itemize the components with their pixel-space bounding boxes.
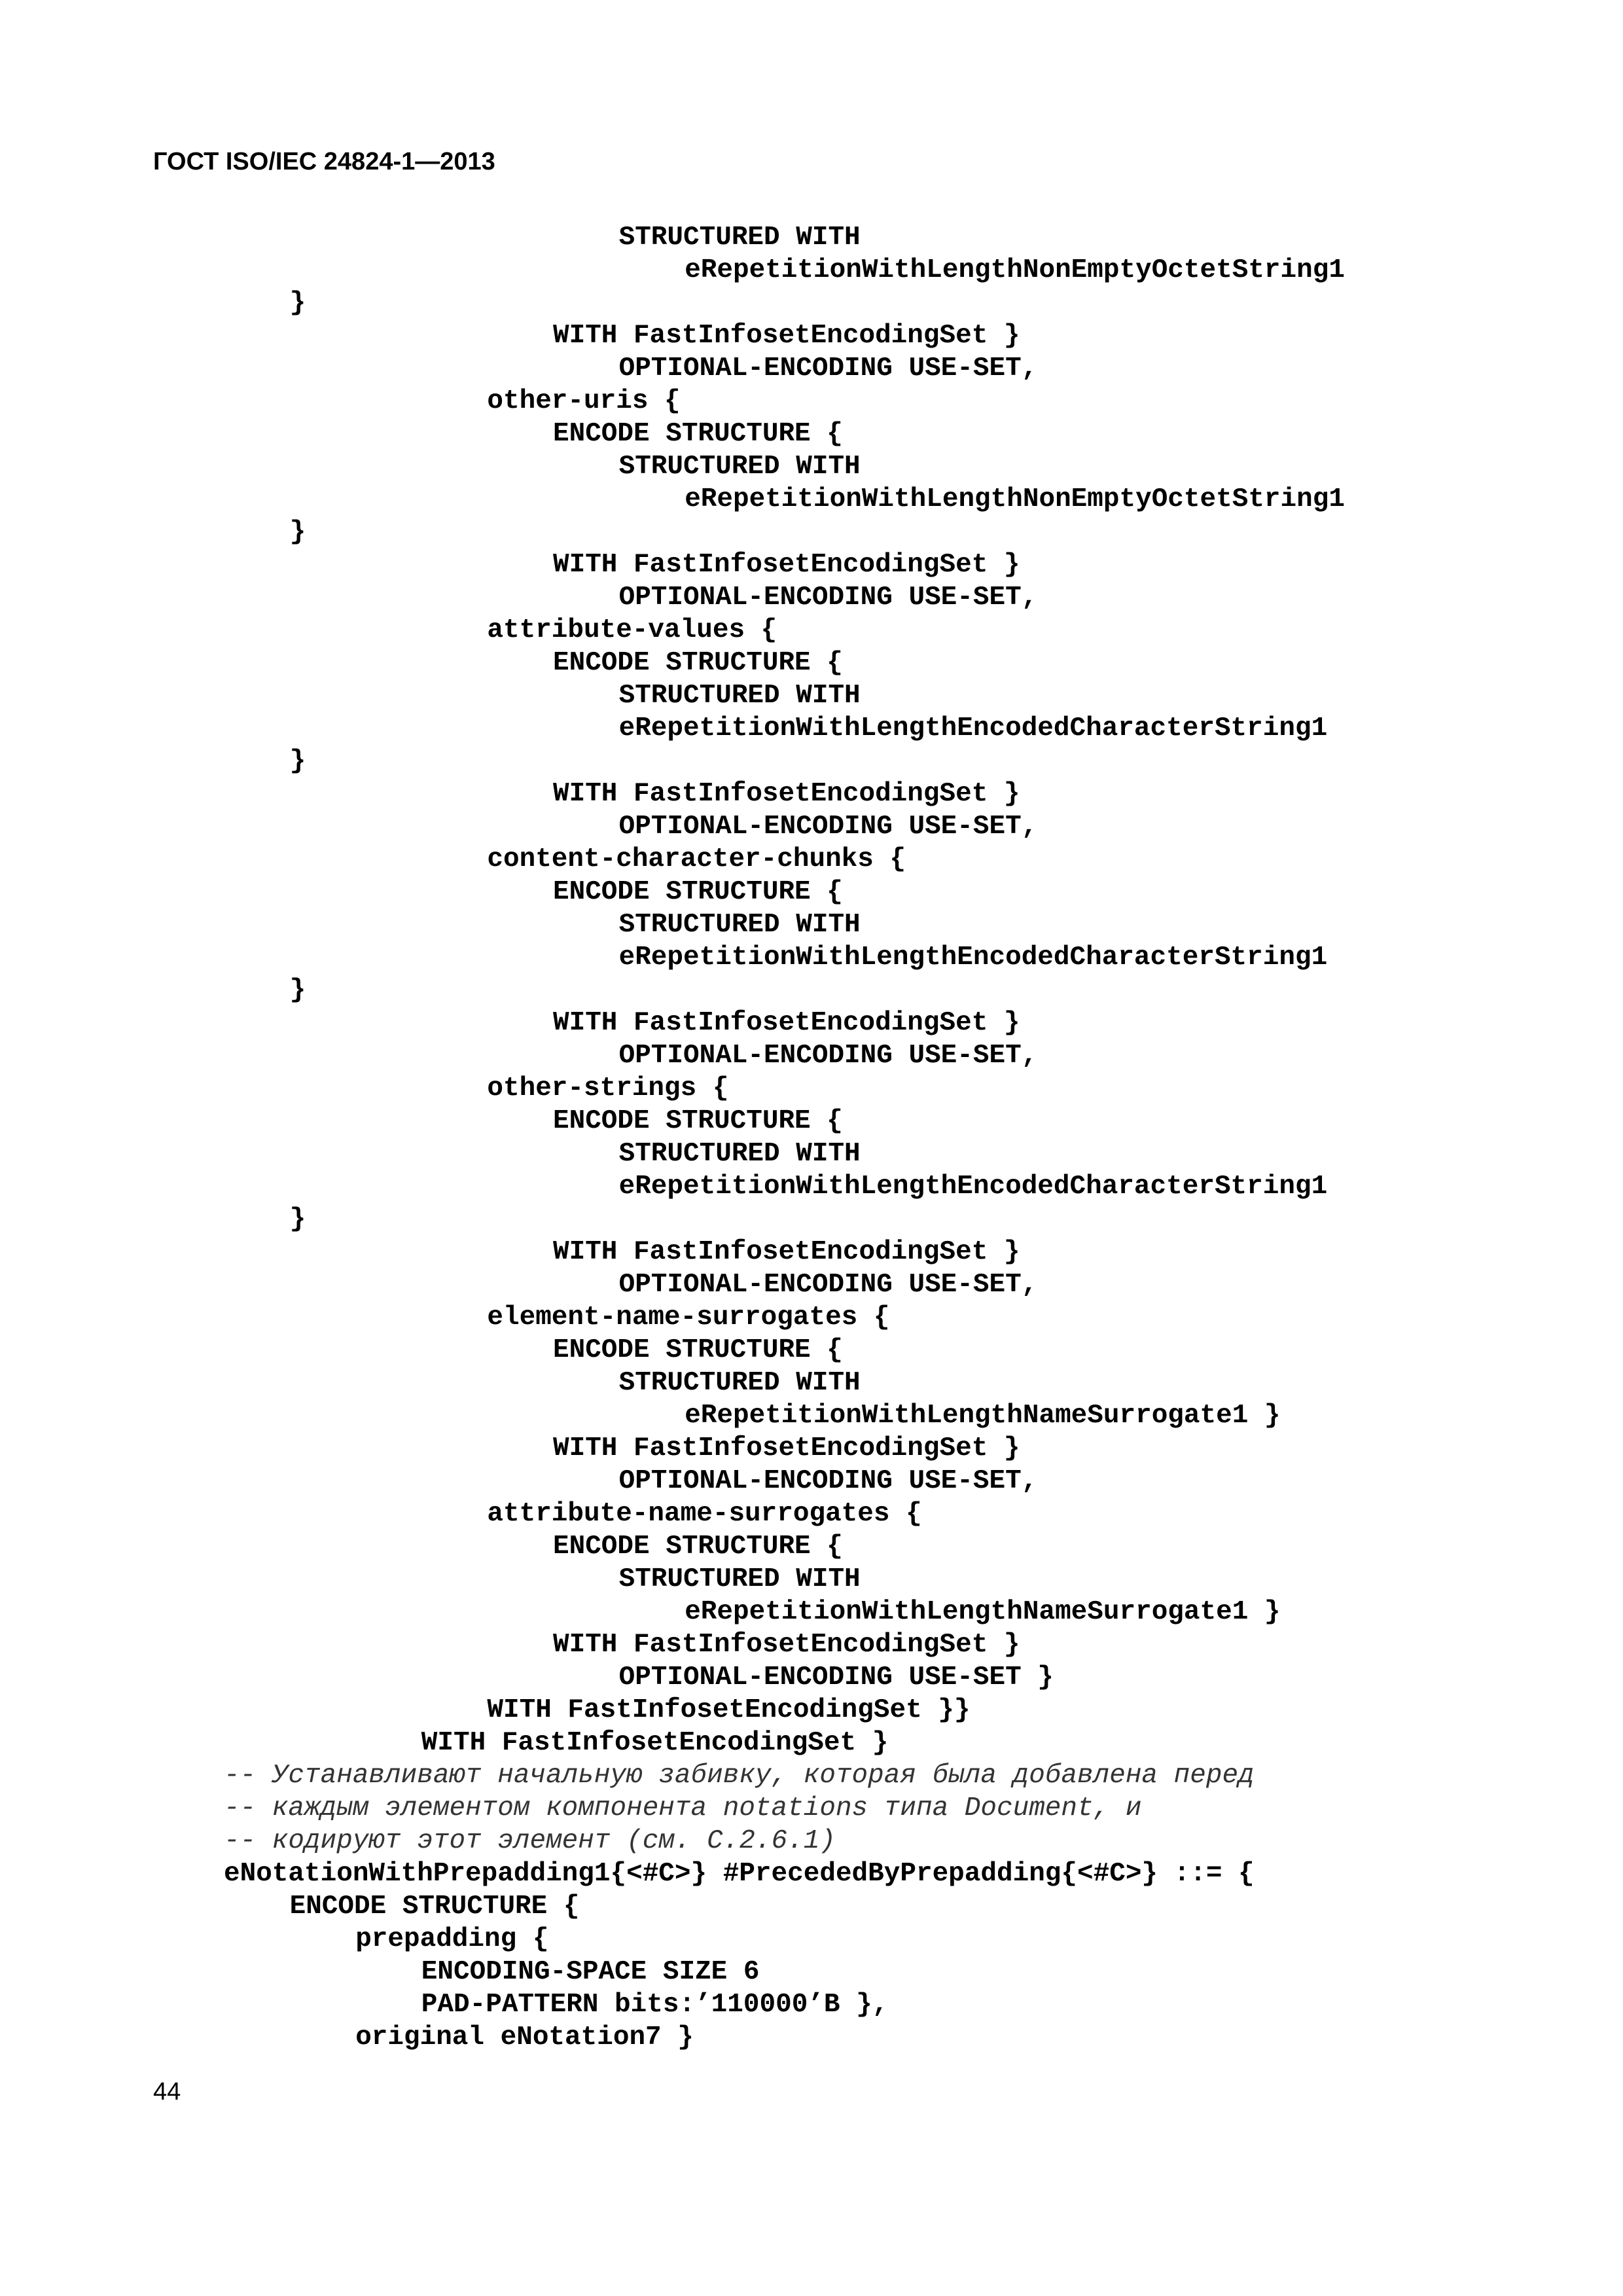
code-comment-line: -- кодируют этот элемент (см. С.2.6.1) [224,1826,836,1856]
code-line: ENCODE STRUCTURE { [289,1892,580,1922]
code-line: element-name-surrogates { [487,1302,890,1333]
code-line: eRepetitionWithLengthEncodedCharacterString1 [618,942,1328,973]
code-line: OPTIONAL-ENCODING USE-SET, [618,583,1038,613]
code-line: STRUCTURED WITH [618,1564,861,1594]
code-line: content-character-chunks { [487,844,906,874]
code-line: } [289,746,306,776]
code-line: original eNotation7 } [355,2022,694,2053]
code-line: STRUCTURED WITH [618,452,861,482]
code-line: eRepetitionWithLengthNonEmptyOctetString1 [685,255,1345,285]
code-line: STRUCTURED WITH [618,223,861,253]
code-line: other-strings { [487,1073,729,1103]
code-line: ENCODING-SPACE SIZE 6 [421,1957,760,1987]
code-line: PAD-PATTERN bits:’110000’B }, [421,1990,889,2020]
code-line: prepadding { [355,1924,549,1954]
code-line: eRepetitionWithLengthEncodedCharacterString1 [618,713,1328,744]
code-line: } [289,517,306,547]
code-line: OPTIONAL-ENCODING USE-SET, [618,812,1038,842]
code-line: STRUCTURED WITH [618,681,861,711]
code-line: ENCODE STRUCTURE { [553,877,843,907]
code-line: WITH FastInfosetEncodingSet } [421,1728,889,1758]
code-line: WITH FastInfosetEncodingSet }} [487,1695,971,1725]
code-line: eNotationWithPrepadding1{<#C>} #PrecededByPrepadding{<#C>} ::= { [224,1859,1255,1889]
code-line: OPTIONAL-ENCODING USE-SET, [618,1041,1038,1071]
code-line: OPTIONAL-ENCODING USE-SET, [618,1270,1038,1300]
code-line: attribute-name-surrogates { [487,1499,922,1529]
code-line: ENCODE STRUCTURE { [553,1335,843,1365]
code-line: eRepetitionWithLengthEncodedCharacterString1 [618,1172,1328,1202]
code-line: other-uris { [487,386,681,416]
code-line: eRepetitionWithLengthNameSurrogate1 } [685,1401,1281,1431]
code-line: OPTIONAL-ENCODING USE-SET, [618,1466,1038,1496]
code-line: STRUCTURED WITH [618,1368,861,1398]
code-line: WITH FastInfosetEncodingSet } [553,1008,1020,1038]
code-line: } [289,1204,306,1234]
code-line: } [289,288,306,318]
code-line: attribute-values { [487,615,777,645]
code-line: WITH FastInfosetEncodingSet } [553,321,1020,351]
code-line: ENCODE STRUCTURE { [553,1532,843,1562]
code-line: STRUCTURED WITH [618,910,861,940]
code-line: ENCODE STRUCTURE { [553,419,843,449]
code-line: STRUCTURED WITH [618,1139,861,1169]
code-line: OPTIONAL-ENCODING USE-SET } [618,1662,1054,1693]
code-line: WITH FastInfosetEncodingSet } [553,1433,1020,1463]
code-line: } [289,975,306,1005]
code-comment-line: -- каждым элементом компонента notations типа Document, и [224,1793,1142,1823]
code-line: WITH FastInfosetEncodingSet } [553,1630,1020,1660]
page-number: 44 [153,2078,181,2106]
code-line: OPTIONAL-ENCODING USE-SET, [618,353,1038,384]
code-line: eRepetitionWithLengthNameSurrogate1 } [685,1597,1281,1627]
code-line: eRepetitionWithLengthNonEmptyOctetString1 [685,484,1345,514]
code-line: WITH FastInfosetEncodingSet } [553,1237,1020,1267]
code-line: ENCODE STRUCTURE { [553,1106,843,1136]
code-line: WITH FastInfosetEncodingSet } [553,779,1020,809]
code-line: WITH FastInfosetEncodingSet } [553,550,1020,580]
code-comment-line: -- Устанавливают начальную забивку, которая была добавлена перед [224,1761,1255,1791]
standard-header: ГОСТ ISO/IEC 24824-1—2013 [153,148,495,175]
code-line: ENCODE STRUCTURE { [553,648,843,678]
